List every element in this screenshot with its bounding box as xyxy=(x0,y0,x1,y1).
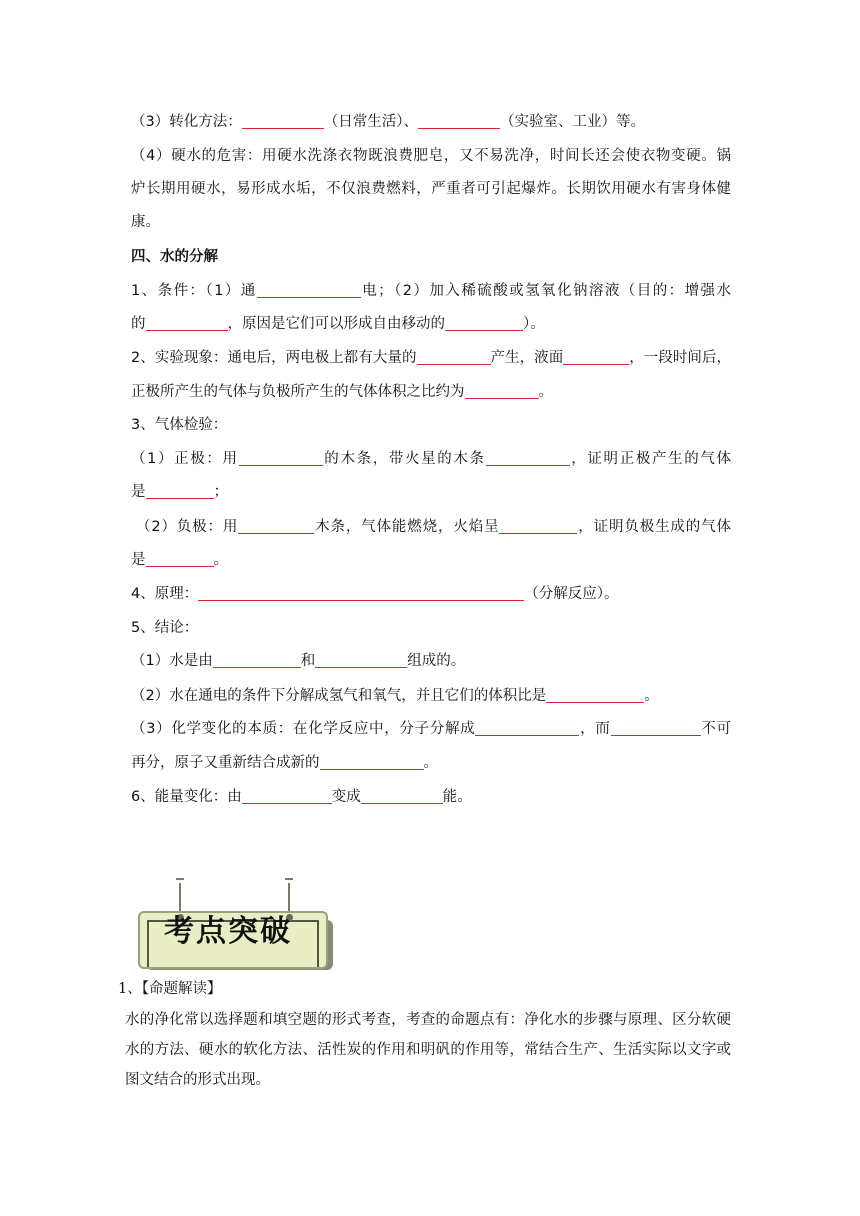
section-heading: 四、水的分解 xyxy=(131,249,218,265)
blank xyxy=(361,787,443,804)
banner-text: 考点突破 xyxy=(164,914,292,949)
kaodian-banner xyxy=(138,878,333,970)
banner-text-clip xyxy=(138,911,324,969)
blank xyxy=(242,787,332,804)
conclusion-title: 5、结论： xyxy=(131,620,199,636)
positive-test-line-2: 是 ； xyxy=(131,484,228,500)
conclusion-2: （2）水在通电的条件下分解成氢气和氧气，并且它们的体积比是 。 xyxy=(131,688,659,704)
blank xyxy=(475,719,579,736)
blank xyxy=(242,112,324,129)
conclusion-1: （1）水是由 和 组成的。 xyxy=(131,653,466,669)
blank xyxy=(611,719,701,736)
hard-water-harm-line-2: 炉长期用硬水，易形成水垢，不仅浪费燃料，严重者可引起爆炸。长期饮用硬水有害身体健 xyxy=(131,181,731,197)
principle-line: 4、原理： （分解反应）。 xyxy=(131,586,619,602)
conditions-line-1: 1、条件：（1）通 电；（2）加入稀硫酸或氢氧化钠溶液（目的：增强水 xyxy=(131,283,731,299)
blank xyxy=(315,651,407,668)
blank xyxy=(238,517,314,534)
blank xyxy=(146,482,214,499)
conditions-line-2: 的 ，原因是它们可以形成自由移动的 ）。 xyxy=(131,316,545,332)
nail-left xyxy=(176,878,184,880)
blank xyxy=(418,112,500,129)
blank xyxy=(198,584,524,601)
blank xyxy=(213,651,301,668)
energy-change-line: 6、能量变化：由 变成 能。 xyxy=(131,789,472,805)
negative-test-line-2: 是 。 xyxy=(131,552,228,568)
blank xyxy=(546,686,644,703)
blank xyxy=(146,314,228,331)
phenomenon-line-1: 2、实验现象：通电后，两电极上都有大量的 产生，液面 ，一段时间后， xyxy=(131,350,732,366)
blank xyxy=(239,449,323,466)
hard-water-harm-line-1: （4）硬水的危害：用硬水洗涤衣物既浪费肥皂，又不易洗净，时间长还会使衣物变硬。锅 xyxy=(131,148,731,164)
blank xyxy=(486,449,570,466)
conclusion-3-line-1: （3）化学变化的本质：在化学反应中，分子分解成 ，而 不可 xyxy=(131,721,732,737)
blank xyxy=(563,348,629,365)
conclusion-3-line-2: 再分，原子又重新结合成新的 。 xyxy=(131,755,438,771)
conversion-methods-line: （3）转化方法： （日常生活）、 （实验室、工业）等。 xyxy=(131,114,645,130)
interpretation-body: 水的净化常以选择题和填空题的形式考查，考查的命题点有：净化水的步骤与原理、区分软硬水的方法、硬水的软化方法、活性炭的作用和明矾的作用等，常结合生产、生活实际以文字或图文结合的形式出现。 xyxy=(125,1012,731,1088)
blank xyxy=(146,550,214,567)
gas-test-title: 3、气体检验： xyxy=(131,417,228,433)
interpretation-title: 1、【命题解读】 xyxy=(118,981,222,997)
blank xyxy=(257,281,361,298)
nail-right xyxy=(285,878,293,880)
blank xyxy=(499,517,577,534)
blank xyxy=(445,314,523,331)
blank xyxy=(417,348,491,365)
blank xyxy=(320,753,424,770)
positive-test-line-1: （1）正极：用 的木条，带火星的木条 ，证明正极产生的气体 xyxy=(131,451,732,467)
phenomenon-line-2: 正极所产生的气体与负极所产生的气体体积之比约为 。 xyxy=(131,384,553,400)
hard-water-harm-line-3: 康。 xyxy=(131,214,160,230)
blank xyxy=(465,382,539,399)
negative-test-line-1: （2）负极：用 木条，气体能燃烧，火焰呈 ，证明负极生成的气体 xyxy=(136,519,732,535)
